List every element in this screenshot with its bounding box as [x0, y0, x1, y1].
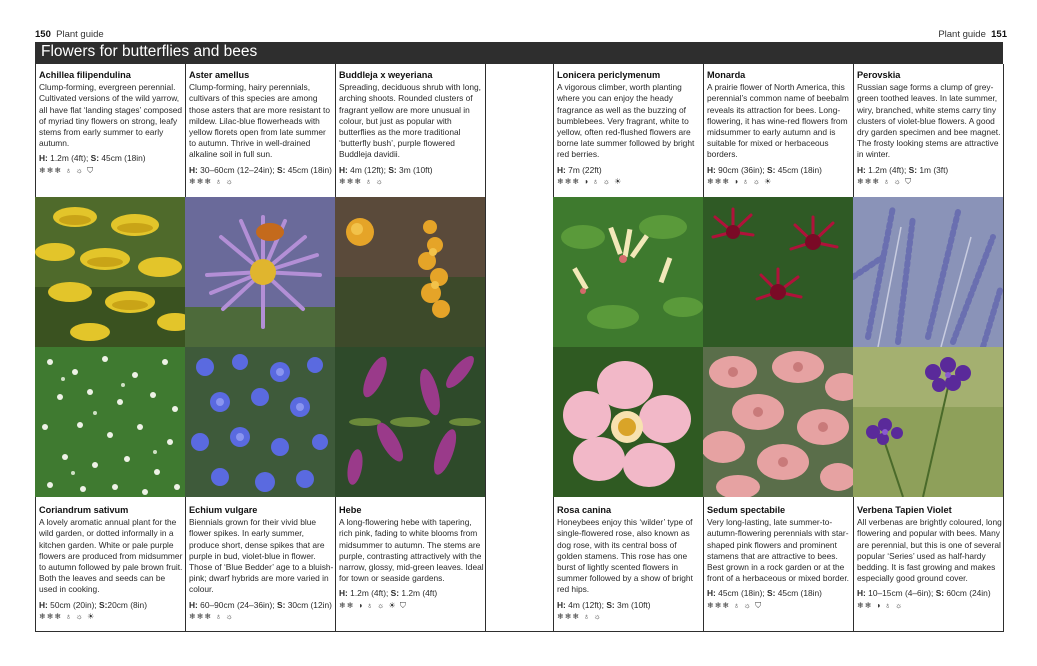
page-folio-right [938, 29, 1007, 40]
plant-entry [707, 505, 852, 611]
care-symbols: ❄❄❄ ♁ ☼ ⛉ [707, 600, 763, 610]
plant-entry [707, 70, 852, 187]
care-symbols: ❄❄❄ ◑ ♁ ☼ ☀ [557, 176, 623, 186]
care-symbols: ❄❄ ◑ ♁ ☼ [857, 600, 904, 610]
plant-size: H: 90cm (36in); S: 45cm (18in) [707, 164, 822, 175]
plant-description: All verbenas are brightly coloured, long flowering and popular with bees. Many are perennial, but this is one of several popular ‘Series’ used as half-hardy bedding. It is fast growing and makes especially good ground cover. [857, 517, 1002, 584]
monarda-photo [703, 197, 853, 347]
page-number-left: 150 [35, 29, 51, 40]
plant-name: Monarda [707, 70, 746, 80]
plant-size: H: 1.2m (4ft); S: 1.2m (4ft) [339, 588, 438, 599]
perovskia-photo [853, 197, 1003, 347]
hebe-photo [335, 347, 485, 497]
plant-description: A lovely aromatic annual plant for the wild garden, or dotted informally in a kitchen garden. White or pale purple flowers are produced from midsummer to autumn followed by pale brown fruit. Both the leaves and seeds can be used in cooking. [39, 517, 183, 595]
plant-entry [39, 70, 184, 176]
plant-entry [857, 70, 1002, 187]
plant-name: Achillea filipendulina [39, 70, 131, 80]
page-number-right: 151 [991, 29, 1007, 40]
plant-description: Very long-lasting, late summer-to-autumn-flowering perennials with star-shaped pink flowers and prominent stamens that are attractive to bees. Best grown in a rock garden or at the front of a herbaceous or mixed border. [707, 517, 849, 584]
plant-description: Russian sage forms a clump of grey-green toothed leaves. In late summer, wiry, branched, white stems carry tiny clusters of violet-blue flowers. A good dry garden specimen and bee magnet. The frosty looking stems are attractive in winter. [857, 82, 1001, 160]
running-head-left: Plant guide [56, 29, 104, 40]
page-folio-left [35, 29, 104, 40]
echium-photo [185, 347, 335, 497]
plant-name: Echium vulgare [189, 505, 258, 515]
honeysuckle-photo [553, 197, 703, 347]
plant-name: Hebe [339, 505, 362, 515]
plant-entry [857, 505, 1002, 611]
plant-description: Honeybees enjoy this ‘wilder’ type of single-flowered rose, also known as dog rose, with its central boss of golden stamens. This rose has one burst of lightly scented flowers in summer followed by a show of bright red hips. [557, 517, 693, 595]
plant-name: Perovskia [857, 70, 901, 80]
care-symbols: ❄❄❄ ♁ ☼ [339, 176, 384, 186]
plant-size: H: 4m (12ft); S: 3m (10ft) [557, 599, 651, 610]
dogrose-photo [553, 347, 703, 497]
verbena-photo [853, 347, 1003, 497]
section-heading-bar [35, 42, 1003, 64]
page-rule [1003, 64, 1004, 631]
plant-entry [189, 505, 334, 622]
plant-description: Clump-forming, evergreen perennial. Cultivated versions of the wild yarrow, all have flat ‘landing stages’ composed of myriad tiny flowers on strong, leafy stems from early summer to early autumn. [39, 82, 183, 149]
plant-name: Sedum spectabile [707, 505, 786, 515]
plant-entry [557, 505, 702, 622]
plant-name: Aster amellus [189, 70, 250, 80]
sedum-photo [703, 347, 853, 497]
plant-size: H: 30–60cm (12–24in); S: 45cm (18in) [189, 164, 332, 175]
page-rule [35, 631, 1004, 632]
care-symbols: ❄❄❄ ◑ ♁ ☼ ☀ [707, 176, 773, 186]
running-head-right: Plant guide [938, 29, 986, 40]
care-symbols: ❄❄❄ ♁ ☼ ⛉ [39, 165, 95, 175]
plant-name: Rosa canina [557, 505, 612, 515]
buddleja-photo [335, 197, 485, 347]
plant-description: A long-flowering hebe with tapering, rich pink, fading to white blooms from midsummer to autumn. The stems are purple, contrasting attractively with the narrow, glossy, mid-green leaves. Ideal for town or seaside gardens. [339, 517, 484, 584]
coriander-photo [35, 347, 185, 497]
plant-size: H: 1.2m (4ft); S: 1m (3ft) [857, 164, 949, 175]
plant-entry [339, 70, 484, 187]
plant-name: Verbena Tapien Violet [857, 505, 952, 515]
plant-size: H: 50cm (20in); S:20cm (8in) [39, 599, 147, 610]
section-title: Flowers for butterflies and bees [41, 43, 258, 60]
plant-description: Clump-forming, hairy perennials, cultivars of this species are among those asters that are more resistant to mildew. Lilac-blue flowerheads with yellow florets open from late summer to autumn. Thrive in well-drained alkaline soil in full sun. [189, 82, 331, 160]
yarrow-photo [35, 197, 185, 347]
plant-size: H: 1.2m (4ft); S: 45cm (18in) [39, 153, 146, 164]
care-symbols: ❄❄❄ ♁ ☼ ☀ [39, 611, 96, 621]
plant-entry [557, 70, 702, 187]
plant-size: H: 4m (12ft); S: 3m (10ft) [339, 164, 433, 175]
care-symbols: ❄❄❄ ♁ ☼ [189, 611, 234, 621]
plant-name: Buddleja x weyeriana [339, 70, 433, 80]
plant-entry [189, 70, 334, 187]
plant-description: A vigorous climber, worth planting where you can enjoy the heady fragrance as well as the buzzing of bumblebees. Very fragrant, white to yellow, often red-flushed flowers are borne late summer followed by bright red berries. [557, 82, 695, 160]
plant-entry [339, 505, 484, 611]
plant-size: H: 10–15cm (4–6in); S: 60cm (24in) [857, 588, 991, 599]
care-symbols: ❄❄❄ ♁ ☼ [189, 176, 234, 186]
plant-description: Spreading, deciduous shrub with long, arching shoots. Rounded clusters of fragrant yellow are more unusual in colour, but just as popular with butterflies as the more traditional ‘butterfly bush’, purple flowered Buddleja davidii. [339, 82, 482, 160]
plant-entry [39, 505, 184, 622]
plant-size: H: 60–90cm (24–36in); S: 30cm (12in) [189, 599, 332, 610]
plant-size: H: 7m (22ft) [557, 164, 602, 175]
plant-description: Biennials grown for their vivid blue flower spikes. In early summer, produce short, dense spikes that are purple in bud, violet-blue in flower. Those of ‘Blue Bedder’ age to a bluish-pink; dwarf hybrids are more varied in colour. [189, 517, 334, 595]
care-symbols: ❄❄❄ ♁ ☼ [557, 611, 602, 621]
plant-size: H: 45cm (18in); S: 45cm (18in) [707, 588, 822, 599]
aster-photo [185, 197, 335, 347]
care-symbols: ❄❄ ◑ ♁ ☼ ☀ ⛉ [339, 600, 407, 610]
plant-name: Lonicera periclymenum [557, 70, 661, 80]
plant-description: A prairie flower of North America, this perennial’s common name of beebalm reveals its attraction for bees. Long-flowering, it has wine-red flowers from midsummer to early autumn and is suitable for mixed or herbaceous borders. [707, 82, 849, 160]
page-rule [485, 64, 486, 631]
plant-name: Coriandrum sativum [39, 505, 129, 515]
care-symbols: ❄❄❄ ♁ ☼ ⛉ [857, 176, 913, 186]
